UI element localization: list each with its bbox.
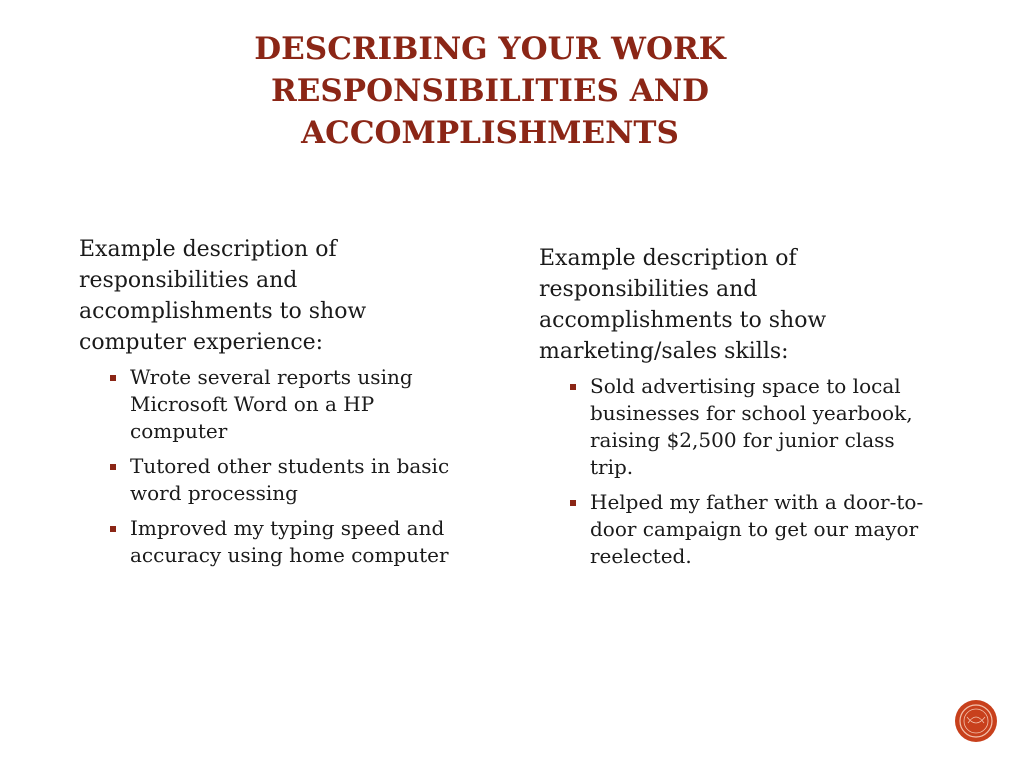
slide-title	[150, 28, 830, 154]
left-bullet-list	[79, 364, 479, 569]
title-line: RESPONSIBILITIES AND	[271, 73, 709, 109]
square-bullet-icon	[110, 464, 116, 470]
square-bullet-icon	[110, 526, 116, 532]
left-intro: Example description of responsibilities and accomplishments to show computer experience:	[79, 237, 367, 355]
square-bullet-icon	[110, 375, 116, 381]
bullet-text: Wrote several reports using Microsoft Word on a HP computer	[130, 365, 413, 443]
title-line: DESCRIBING YOUR WORK	[254, 31, 726, 67]
right-bullet-list	[539, 373, 939, 570]
square-bullet-icon	[570, 500, 576, 506]
square-bullet-icon	[570, 384, 576, 390]
list-item	[590, 373, 930, 481]
bullet-text: Tutored other students in basic word processing	[130, 454, 450, 505]
list-item	[130, 515, 470, 569]
circle-emblem-icon	[954, 699, 998, 743]
bullet-text: Helped my father with a door-to-door campaign to get our mayor reelected.	[590, 490, 924, 568]
list-item	[130, 453, 470, 507]
list-item	[130, 364, 470, 445]
bullet-text: Sold advertising space to local businesses for school yearbook, raising $2,500 for junior class trip.	[590, 374, 913, 479]
left-column	[79, 234, 479, 577]
title-line: ACCOMPLISHMENTS	[301, 115, 679, 151]
right-intro: Example description of responsibilities and accomplishments to show marketing/sales skills:	[539, 246, 827, 364]
right-column	[539, 243, 939, 578]
list-item	[590, 489, 930, 570]
bullet-text: Improved my typing speed and accuracy using home computer	[130, 516, 449, 567]
